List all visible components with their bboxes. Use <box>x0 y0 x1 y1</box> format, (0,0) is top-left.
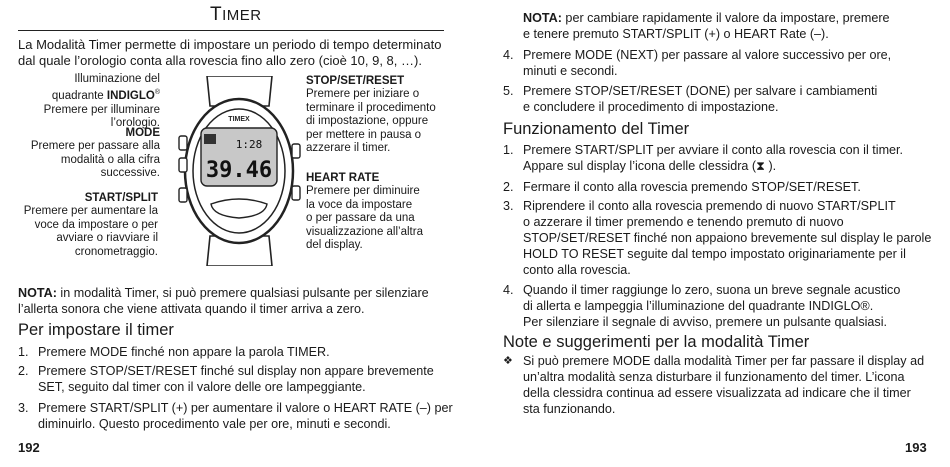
callout-stop-set-reset: STOP/SET/RESET Premere per iniziare o terminare il procedimento di impostazione, oppure per mettere in pausa o azzerare il timer. <box>306 75 436 155</box>
right-page: NOTA: per cambiare rapidamente il valore da impostare, premere e tenere premuto START/SPLIT (+) o HEART Rate (–). 4. Premere MODE (NEXT) per passare al valore successivo per ore, minuti e secondi. 5. Premere STOP/SET/RESET (DONE) per salvare i cambiamenti e concludere il procedimento di impostazione. Funzionamento del Timer 1. Premere START/SPLIT per avviare il conto alla rovescia con il timer. Appare sul display l’icona delle clessidra (⧗ ). 2. Fermare il conto alla rovescia premendo STOP/SET/RESET. 3. Riprendere il conto alla rovescia premendo di nuovo START/SPLIT o azzerare il timer premendo e tenendo premuto di nuovo STOP/SET/RESET finché non appaiono brevemente sul display le parole HOLD TO RESET seguite dal tempo impostato originariamente per il conto alla rovescia. 4. Quando il timer raggiunge lo zero, suona un breve segnale acustico di allerta e lampeggia l’illuminazione del quadrante INDIGLO®. Per silenziare il segnale di avviso, premere un pulsante qualsiasi. Note e suggerimenti per la modalità Timer ❖ Si può premere MODE dalla modalità Timer per far passare il display ad un’altra modalità senza disturbare il funzionamento del timer. L’icona della clessidra continua ad essere visualizzata ad indicare che il timer sta funzionando. 193 <box>475 0 950 467</box>
watch-illustration <box>177 76 302 266</box>
page-title: TIMER <box>210 4 262 25</box>
callout-start-split: START/SPLIT Premere per aumentare la voce da impostare o per avviare o riavviare il cronometraggio. <box>23 192 158 258</box>
indiglo-button[interactable] <box>179 136 187 150</box>
watch-brand: TIMEX <box>228 116 250 123</box>
title-rule <box>18 30 444 31</box>
page-number: 192 <box>18 440 40 455</box>
section-heading-set-timer: Per impostare il timer <box>18 321 174 339</box>
section-heading-tips: Note e suggerimenti per la modalità Timer <box>503 333 810 351</box>
display-main-value: 39.46 <box>205 158 273 183</box>
start-split-button[interactable] <box>179 188 187 202</box>
hourglass-icon: ⧗ <box>756 159 765 173</box>
heart-rate-button[interactable] <box>292 186 300 200</box>
stop-set-reset-button[interactable] <box>292 144 300 158</box>
callout-mode: MODE Premere per passare alla modalità o alla cifra successive. <box>30 127 160 180</box>
display-top-value: 1:28 <box>235 138 263 151</box>
display-mode-indicator <box>204 134 216 144</box>
mode-button[interactable] <box>179 158 187 172</box>
left-page: TIMER La Modalità Timer permette di impostare un periodo di tempo determinato dal quale l’orologio conta alla rovescia fino allo zero (cioè 10, 9, 8, …). Illuminazione del quadrante INDIGLO® Premere per illuminare l’orologio. MODE Premere per passare alla modalità o alla cifra successive. START/SPLIT Premere per aumentare la voce da impostare o per avviare o riavviare il cronometraggio. STOP/SET/RESET Premere per iniziare o terminare il procedimento di impostazione, oppure per mettere in pausa o azzerare il timer. HEART RATE Premere per diminuire la voce da impostare o per passare da una visualizzazione all’altra del display. TIMEX 1:28 39.46 NOTA: in modalità Timer, si può premere qualsiasi pulsante per silenziare l’allerta sonora che viene attivata quando il timer arriva a zero. Per impostare il timer 1. Premere MODE finché non appare la parola TIMER. 2. Premere STOP/SET/RESET finché sul display non appare brevemente SET, seguito dal timer con il valore delle ore lampeggiante. 3. Premere START/SPLIT (+) per aumentare il valore o HEART RATE (–) per diminuirlo. Questo procedimento vale per ore, minuti e secondi. 192 <box>0 0 475 467</box>
nota-paragraph-right: NOTA: per cambiare rapidamente il valore da impostare, premere e tenere premuto START/SPLIT (+) o HEART Rate (–). <box>523 11 890 41</box>
section-heading-timer-operation: Funzionamento del Timer <box>503 120 690 138</box>
callout-indiglo: Illuminazione del quadrante INDIGLO® Premere per illuminare l’orologio. <box>43 73 160 130</box>
intro-paragraph: La Modalità Timer permette di impostare un periodo di tempo determinato dal quale l’orologio conta alla rovescia fino allo zero (cioè 10, 9, 8, …). <box>18 37 442 68</box>
bullet-icon: ❖ <box>503 355 513 367</box>
page-number: 193 <box>905 440 927 455</box>
nota-paragraph: NOTA: in modalità Timer, si può premere qualsiasi pulsante per silenziare l’allerta sonora che viene attivata quando il timer arriva a zero. <box>18 286 429 316</box>
callout-heart-rate: HEART RATE Premere per diminuire la voce da impostare o per passare da una visualizzazione all’altra del display. <box>306 172 423 252</box>
